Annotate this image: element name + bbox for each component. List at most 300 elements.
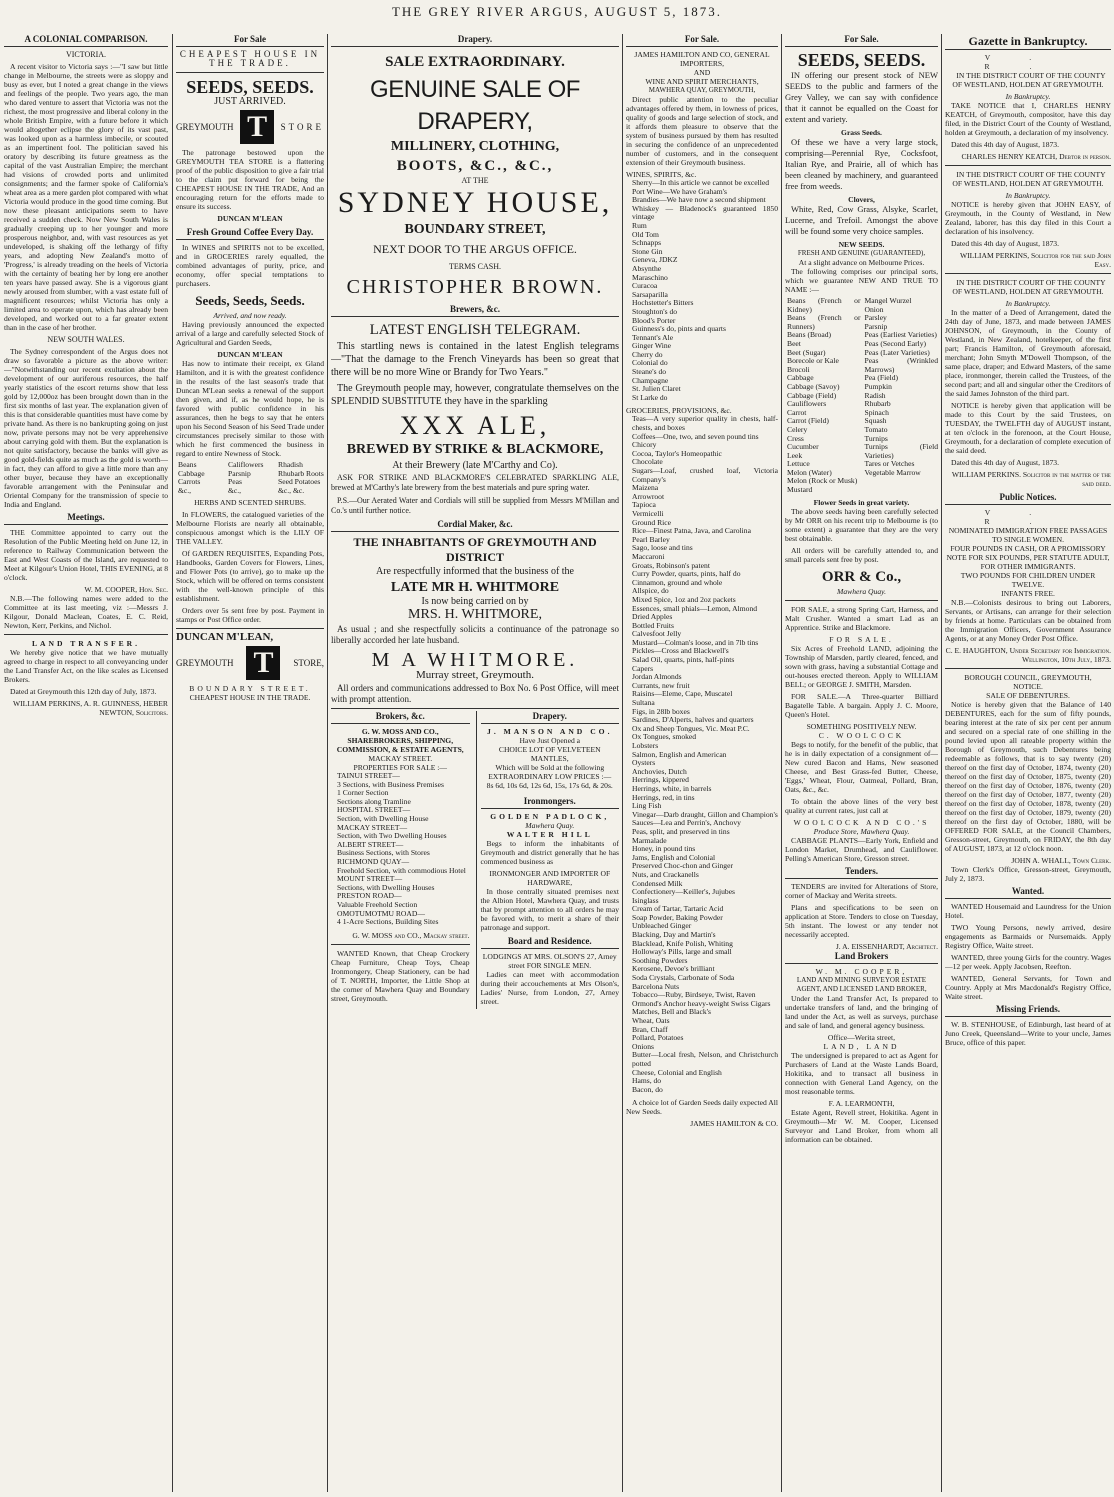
cordial-heading: Cordial Maker, &c. — [331, 519, 619, 532]
johnston-signature: WILLIAM PERKINS. Solicitor in the matter of the said deed. — [951, 470, 1111, 488]
list-item: Raisins—Eleme, Cape, Muscatel — [632, 689, 733, 699]
list-item: Essences, small phials—Lemon, Almond — [632, 603, 758, 613]
terms-cash: TERMS CASH. — [448, 262, 501, 271]
list-item: Tennant's Ale — [632, 332, 674, 342]
list-item: Sultana — [632, 698, 655, 708]
list-item: Carrot — [787, 407, 807, 417]
list-item: Cocoa, Taylor's Homeopathic — [632, 448, 722, 458]
list-item: Pumpkin — [864, 381, 892, 391]
list-item: Blacklead, Knife Polish, Whiting — [632, 938, 733, 948]
usual-text: As usual ; and she respectfully solicits a continuance of the patronage so liberally accorded her late husband. — [331, 624, 619, 645]
list-item: Figs, in 28lb boxes — [632, 706, 690, 716]
list-item: Chicory — [632, 440, 657, 450]
christopher-brown: CHRISTOPHER BROWN. — [346, 276, 604, 298]
slight-advance: At a slight advance on Melbourne Prices. — [798, 258, 925, 267]
list-item: Soothing Powders — [632, 955, 688, 965]
johnston-date: Dated this 4th day of August, 1873. — [951, 458, 1059, 467]
list-item: ALBERT STREET— — [337, 839, 404, 849]
flower-heading: Flower Seeds in great variety. — [813, 497, 910, 507]
clover-heading: Clovers, — [848, 195, 875, 204]
wanted-heading: Wanted. — [945, 886, 1111, 899]
list-item: Steane's do — [632, 367, 667, 377]
court-heading: IN THE DISTRICT COURT OF THE COUNTY OF WESTLAND, HOLDEN AT GREYMOUTH. — [952, 278, 1106, 296]
haughton-signature: C. E. HAUGHTON, Under Secretary for Immigration. Wellington, 10th July, 1873. — [945, 646, 1111, 664]
t-left: GREYMOUTH — [176, 121, 234, 132]
list-item: Cucumber — [787, 442, 819, 452]
column-rule — [941, 34, 942, 1492]
easy-notice: NOTICE is hereby given that JOHN EASY, of Greymouth, in the County of Westland, in New Zealand, laborer, has this day filed in this Court a declaration of his insolvency. — [945, 200, 1111, 236]
late-whitmore: LATE MR H. WHITMORE — [390, 580, 560, 595]
johnston-notice: NOTICE is hereby given that application will be made to this Court by the said Trustees, on TUESDAY, the TWELFTH day of AUGUST instant, at ten o'clock in the forenoon, at the Court House, Greymouth, for a declaration of complete execution of the said deed. — [945, 401, 1111, 455]
list-item: Cabbage (Savoy) — [787, 381, 840, 391]
list-item: Matches, Bell and Black's — [632, 1007, 711, 1017]
two-column-ads — [331, 708, 619, 1009]
list-item: Bottled Fruits — [632, 620, 674, 630]
list-item: Peas (Earliest Varieties) — [864, 330, 937, 340]
column-head: For Sale. — [626, 34, 778, 47]
list-item: Herrings, white, in barrels — [632, 783, 712, 793]
list-item: MOUNT STREET— — [337, 874, 403, 884]
woolcock-co: WOOLCOCK AND CO.'S — [793, 817, 930, 827]
keatch-signature: CHARLES HENRY KEATCH, Debtor in person. — [961, 152, 1111, 161]
meetings-signature: W. M. COOPER, Hon. Sec. — [84, 585, 168, 594]
tenders-heading: Tenders. — [785, 866, 938, 879]
list-item: Valuable Freehold Section — [337, 899, 418, 909]
moss-title: G. W. MOSS AND CO., SHAREBROKERS, SHIPPING, COMMISSION, & ESTATE AGENTS, — [336, 727, 464, 754]
clover-text: White, Red, Cow Grass, Alsyke, Scarlet, Lucerne, and Trefoil. Amongst the above will be found some very choice samples. — [785, 204, 938, 236]
in-bankruptcy: In Bankruptcy. — [1005, 92, 1051, 101]
list-item: &c., — [228, 485, 242, 495]
list-item: Vinegar—Darb draught, Gillon and Champion's — [632, 809, 778, 819]
moss-street: MACKAY STREET. — [368, 754, 433, 763]
t-left: GREYMOUTH — [176, 657, 234, 668]
list-item: Pollard, Potatoes — [632, 1033, 684, 1043]
column-1 — [4, 34, 168, 1492]
seeds2-heading: Seeds, Seeds, Seeds. — [195, 293, 305, 308]
boundary-street: BOUNDARY STREET, — [404, 222, 546, 237]
list-item: Sugars—Loaf, crushed loaf, Victoria Company's — [632, 466, 778, 484]
informed: Are respectfully informed that the business of the — [376, 566, 574, 577]
brewery: At their Brewery (late M'Carthy and Co). — [392, 460, 558, 471]
tea-store-logo — [176, 110, 324, 144]
masthead-text: THE GREY RIVER ARGUS, AUGUST 5, 1873. — [391, 4, 723, 19]
land-transfer-text: We hereby give notice that we have mutually agreed to charge in respect to all conveyancing under the Land Transfer Act, on the like scales as Licensed Brokers. — [4, 648, 168, 684]
t-right: STORE — [280, 121, 324, 132]
hamilton-intro: Direct public attention to the peculiar advantages offered by them, in lowness of prices, quality of goods and large selection of stock, and it affords them pleasure to observe that the system of business pursued by them has resulted in securing the confidence of an unprecedented number of customers, and in the consequent extension of their Greymouth business. — [626, 95, 778, 167]
list-item: Old Tom — [632, 229, 659, 239]
brokers-heading: Brokers, &c. — [331, 711, 470, 724]
tenders-text: TENDERS are invited for Alterations of Store, corner of Mackay and Werita streets. — [785, 881, 938, 900]
list-item: Sago, loose and tins — [632, 543, 693, 553]
infants-free: INFANTS FREE. — [1001, 589, 1055, 598]
list-item: 1 Corner Section — [337, 788, 389, 798]
list-item: Peas (Wrinkled Marrows) — [864, 356, 938, 374]
manson-sub: Have Just Opened a — [519, 736, 581, 745]
mawhera-quay: MAWHERA QUAY, GREYMOUTH, — [648, 86, 756, 94]
murray-street: Murray street, Greymouth. — [416, 669, 534, 681]
moss-list — [337, 772, 470, 927]
list-item: Isinglass — [632, 895, 659, 905]
list-item: Nuts, and Crackanells — [632, 869, 699, 879]
land-transfer-date: Dated at Greymouth this 12th day of July, 1873. — [10, 687, 157, 696]
list-item: Cream of Tartar, Tartaric Acid — [632, 904, 724, 914]
immigration-nb: N.B.—Colonists desirous to bring out Laborers, Servants, or Artisans, can arrange for their selection by friends at home. Particulars can be obtained from the Immigration Officers, Government Assurance Agents, or at any Money Order Post Office. — [945, 598, 1111, 643]
sale-extraordinary: SALE EXTRAORDINARY. — [385, 54, 565, 70]
list-item: Bran, Chaff — [632, 1024, 668, 1034]
list-item: Herrings, red, in tins — [632, 792, 695, 802]
list-item: Curry Powder, quarts, pints, half do — [632, 569, 741, 579]
xxx-ale: XXX ALE, — [399, 411, 551, 440]
bottom-cheapest: CHEAPEST HOUSE IN THE TRADE. — [189, 693, 311, 703]
list-item: Rice—Finest Patna, Java, and Carolina — [632, 526, 751, 536]
seeds-title: SEEDS, SEEDS. — [186, 77, 314, 97]
brewed-by: BREWED BY STRIKE & BLACKMORE, — [346, 442, 604, 457]
list-item: Peas, split, and preserved in tins — [632, 826, 730, 836]
column-rule — [622, 34, 623, 1492]
column-rule — [781, 34, 782, 1492]
list-item: Mustard—Colman's loose, and in 7lb tins — [632, 637, 759, 647]
comprises: The following comprises our principal sorts, which we guarantee NEW AND TRUE TO NAME :— — [785, 267, 938, 294]
greymouth-text: The Greymouth people may, however, congratulate themselves on the SPLENDID SUBSTITUTE they have in the sparkling — [331, 383, 619, 407]
list-item: Honey, in pound tins — [632, 844, 696, 854]
column-4 — [626, 34, 778, 1492]
list-item: Freehold Section, with commodious Hotel — [337, 865, 466, 875]
list-item: Absynthe — [632, 263, 662, 273]
list-item: RICHMOND QUAY— — [337, 856, 410, 866]
court-heading: IN THE DISTRICT COURT OF THE COUNTY OF WESTLAND, HOLDEN AT GREYMOUTH. — [952, 71, 1106, 89]
list-item: Preserved Choc-chon and Ginger — [632, 861, 734, 871]
list-item: Salad Oil, quarts, pints, half-pints — [632, 655, 735, 665]
seeds2-sub: Arrived, and now ready. — [213, 311, 287, 320]
seed-list-right — [865, 297, 939, 495]
land-brokers-heading: Land Brokers — [785, 951, 938, 964]
column-6 — [945, 34, 1111, 1492]
list-item: Beet (Sugar) — [787, 347, 826, 357]
list-item: Coffees—One, two, and seven pound tins — [632, 431, 759, 441]
cooper-text: Under the Land Transfer Act, Is prepared to undertake transfers of land, and the bringing of land under the Act, as well as surveys, purchase and sale of land, and general agency business. — [785, 993, 938, 1030]
forsale-billiard: FOR SALE.—A Three-quarter Billiard Bagatelle Table. A bargain. Apply J. C. Moore, Queen's Hotel. — [785, 691, 938, 719]
groceries-list — [632, 415, 778, 1094]
list-item: Oysters — [632, 758, 656, 768]
list-item: Ox and Sheep Tongues, Vic. Meat P.C. — [632, 723, 750, 733]
immigration: NOMINATED IMMIGRATION FREE PASSAGES TO SINGLE WOMEN. — [948, 526, 1108, 544]
list-item: Ling Fish — [632, 801, 662, 811]
bottom-t-row — [176, 646, 324, 680]
easy-signature: WILLIAM PERKINS, Solicitor for the said John Easy. — [959, 251, 1111, 269]
walter-text: Begs to inform the inhabitants of Greymouth and district generally that he has commenced business as — [480, 839, 619, 866]
list-item: Brandies—We have now a second shipment — [632, 195, 766, 205]
list-item: 4 1-Acre Sections, Building Sites — [337, 917, 439, 927]
learmonth: F. A. LEARMONTH, — [828, 1098, 895, 1108]
at-the: AT THE — [461, 176, 489, 185]
olson-ad: LODGINGS AT MRS. OLSON'S 27, Arney street FOR SINGLE MEN. — [482, 952, 617, 970]
list-item: Lettuce — [787, 459, 810, 469]
list-item: Radish — [864, 390, 886, 400]
list-item: Melon (Rock or Musk) — [787, 476, 858, 486]
list-item: Herrings, kippered — [632, 775, 689, 785]
list-item: Soda Crystals, Carbonate of Soda — [632, 973, 735, 983]
meetings-heading: Meetings. — [4, 512, 168, 525]
johnston-deed: In the matter of a Deed of Arrangement, dated the 24th day of June, 1873, and made between JAMES JOHNSON, of Greymouth, in the County of Westland, in New Zealand, hotelkeeper, of the first part; Francis Hamilton, of Greymouth aforesaid, merchant; John Smyth M'Dowell Thompson, of the same place, draper; and Edward Masters, of the same place, ironmonger, therein called the Trustees, of the second part; and all and singular other the Creditors of the said James Johnston of the third part. — [945, 308, 1111, 398]
list-item: Calvesfoot Jelly — [632, 629, 682, 639]
seed-list — [787, 297, 938, 495]
list-item: Curacoa — [632, 281, 658, 291]
list-item: Ormond's Anchor heavy-weight Swiss Cigars — [632, 998, 771, 1008]
forsale-land: Six Acres of Freehold LAND, adjoining the Township of Marsden, partly cleared, fenced, and sown with grass, having a substantial Cottage and out-houses erected thereon. Apply to WILLIAM BELL; or GEORGE J. SMITH, Marsden. — [785, 643, 938, 689]
cooper-office: Office—Werita street, — [827, 1032, 896, 1042]
wine-merchants: WINE AND SPIRIT MERCHANTS, — [645, 77, 759, 86]
list-item: Parsnip — [864, 321, 888, 331]
walter-ironmonger: IRONMONGER AND IMPORTER OF HARDWARE, — [489, 869, 611, 887]
section-heading: VICTORIA. — [65, 50, 107, 59]
ask-text: ASK FOR STRIKE AND BLACKMORE'S CELEBRATED SPARKLING ALE, brewed at M'Carthy's late brewery from the best materials and pure spring water. — [331, 473, 619, 492]
just-arrived: JUST ARRIVED. — [214, 96, 286, 107]
moss-signature: G. W. MOSS and CO., Mackay street. — [352, 930, 470, 940]
list-item: Hochstetter's Bitters — [632, 298, 694, 308]
list-item: Soap Powder, Baking Powder — [632, 912, 723, 922]
list-item: St. Julien Claret — [632, 384, 681, 394]
ironmongers-heading: Ironmongers. — [481, 796, 620, 809]
list-item: Peas (Second Early) — [864, 338, 927, 348]
list-item: Whiskey — Bladenock's guaranteed 1850 vintage — [632, 203, 778, 222]
list-item: Vegetable Marrow — [864, 467, 921, 477]
list-item: Rhadish — [278, 460, 303, 469]
list-item: Sections, with Dwelling Houses — [337, 882, 435, 892]
seeds2-more: Has now to intimate their receipt, ex Gland Hamilton, and it is with the greatest confidence in the results of the last season's trade that Duncan M'Lean seeks a renewal of the support then given, and if, as he would hope, he is favored with public confidence in his assurances, then he begs to say that he enters upon his Second Season of his Seed Trade under circumstances precisely similar to those with which he first commenced the business in regard to entire Newness of Stock. — [176, 359, 324, 458]
list-item: Parsnip — [228, 468, 251, 478]
easy-date: Dated this 4th day of August, 1873. — [951, 239, 1059, 248]
t-letter: T — [246, 646, 280, 680]
forsale-cart: FOR SALE, a strong Spring Cart, Harness, and Malt Crusher. Wanted a smart Lad as an Apprentice. Strike and Blackmore. — [785, 604, 938, 632]
list-item: Geneva, JDKZ — [632, 255, 678, 265]
list-item: Jordan Almonds — [632, 672, 682, 682]
list-item: Onion — [864, 304, 884, 314]
garden-seeds-note: A choice lot of Garden Seeds daily expected All New Seeds. — [626, 1098, 778, 1117]
list-item: Hams, do — [632, 1076, 662, 1086]
orders-text: All orders and communications addressed to Box No. 6 Post Office, will meet with prompt attention. — [331, 683, 619, 704]
list-item: Confectionery—Keiller's, Jujubes — [632, 887, 736, 897]
list-item: Tobacco—Ruby, Birdseye, Twist, Raven — [632, 990, 756, 1000]
genuine-sale: GENUINE SALE OF DRAPERY, — [370, 76, 580, 135]
list-item: Spinach — [864, 407, 889, 417]
produce-store: Produce Store, Mawhera Quay. — [813, 826, 910, 836]
keatch-date: Dated this 4th day of August, 1873. — [951, 140, 1059, 149]
list-item: Maccaroni — [632, 551, 665, 561]
notice-heading: NOTICE. — [1013, 682, 1043, 691]
list-item: Anchovies, Dutch — [632, 766, 687, 776]
article-title: A COLONIAL COMPARISON. — [4, 34, 168, 47]
list-item: Parsley — [864, 313, 887, 323]
list-item: &c., — [178, 485, 192, 495]
in-bankruptcy: In Bankruptcy. — [1005, 299, 1051, 308]
inhabitants: THE INHABITANTS OF GREYMOUTH AND DISTRICT — [353, 535, 597, 564]
list-item: Pea (Field) — [864, 373, 899, 383]
wanted-young-persons: TWO Young Persons, newly arrived, desire engagements as Barmaids or Nursemaids. Apply Registry Office, Waite street. — [945, 923, 1111, 950]
list-item: Blood's Porter — [632, 315, 676, 325]
requisites-text: Of GARDEN REQUISITES, Expanding Pots, Handbooks, Garden Covers for Flowers, Lines, and Flower Pots (to arrive), go to make up the Stock, which will be offered on terms consistent with the well-known principle of this establishment. — [176, 549, 324, 604]
list-item: Section, with Dwelling House — [337, 813, 429, 823]
column-head: For Sale. — [785, 34, 938, 47]
list-item: Teas—A very superior quality in chests, half-chests, and boxes — [632, 414, 778, 433]
ps-text: P.S.—Our Aerated Water and Cordials will still be supplied from Messrs M'Millan and Co.'s until further notice. — [331, 496, 619, 515]
new-seeds-heading: NEW SEEDS. — [838, 240, 885, 249]
list-item: St Larke do — [632, 392, 668, 402]
list-item: Beans (French or Kidney) — [787, 296, 861, 314]
list-item: Borecole or Kale — [787, 356, 839, 366]
wanted-known: WANTED Known, that Cheap Crockery Cheap Furniture, Cheap Toys, Cheap Ironmongery, Cheap Stationery, can be had of T. NORTH, Importer, the Little Shop at the corner of Mawhera Quay and Boundary street, Greymouth. — [331, 948, 470, 1003]
list-item: Cherry do — [632, 349, 663, 359]
list-item: Ginger Wine — [632, 341, 671, 351]
list-item: &c., &c. — [278, 485, 305, 495]
article-text: The Sydney correspondent of the Argus does not draw so favorable a picture as the above writer:—"Notwithstanding our recent exultation about the development of our auriferous resources, the half yearly statistics of the escort returns show that less gold by 12,000oz has been brought down than in the first six months of last year. The explanation given of this is that considerable quantities must have come by private hand. As there is no bankrupting going on just now, private persons may not be very apprehensive about carrying gold with them. But the explanation is not quite satisfactory, because the banks will give as good gold-fields quite as much as the gold is worth—in fact, they can afford to give a little more than any other buyer, because they have an exceptionally favorable arrangement with the Peninsular and Oriental Company for the transmission of specie to India and England. — [4, 347, 168, 509]
list-item: Squash — [864, 416, 887, 426]
list-item: Sardines, D'Alperts, halves and quarters — [632, 715, 754, 725]
cooper-title: LAND AND MINING SURVEYOR ESTATE AGENT, AND LICENSED LAND BROKER, — [796, 975, 927, 993]
manson-low: EXTRAORDINARY LOW PRICES :— — [488, 772, 612, 781]
list-item: Groats, Robinson's patent — [632, 560, 710, 570]
bottom-left: DUNCAN M'LEAN, — [176, 631, 274, 644]
list-item: Beans — [178, 460, 197, 469]
list-item: Celery — [787, 424, 808, 434]
manson-prices: 8s 6d, 10s 6d, 12s 6d, 15s, 17s 6d, & 20s. — [486, 781, 613, 790]
gazette-heading: Gazette in Bankruptcy. — [945, 34, 1111, 50]
bottom-street: BOUNDARY STREET. — [189, 684, 311, 694]
list-item: OMOTUMOTMU ROAD— — [337, 908, 425, 918]
list-item: Brocoli — [787, 364, 810, 374]
t-letter: T — [240, 110, 274, 144]
grass-text: Of these we have a very large stock, comprising—Perennial Rye, Cocksfoot, Italian Rye, and Prairie, all of which has been cleaned by machinery, and guaranteed free from weeds. — [785, 137, 938, 191]
list-item: Leek — [787, 450, 803, 460]
list-item: Cabbage — [178, 468, 205, 478]
list-item: Califlowers — [228, 460, 264, 469]
and: AND — [693, 68, 711, 77]
learmonth-text: Estate Agent, Revell street, Hokitika. Agent in Greymouth—Mr W. M. Cooper, Licensed Surveyor and Land Broker, from whom all information can be obtained. — [785, 1107, 938, 1144]
column-rule — [172, 34, 173, 1492]
list-item: Blacking, Day and Martin's — [632, 930, 716, 940]
list-item: Business Sections, with Stores — [337, 848, 430, 858]
list-item: Beet — [787, 338, 801, 348]
boots: BOOTS, &C., &C., — [396, 158, 554, 174]
latest-telegram: LATEST ENGLISH TELEGRAM. — [369, 322, 581, 338]
list-item: Mustard — [787, 485, 813, 495]
list-item: Pearl Barley — [632, 534, 670, 544]
missing-notice: W. B. STENHOUSE, of Edinburgh, last heard of at Juno Creek, Queensland—Write to your uncle, James Bruce, office of this paper. — [945, 1020, 1111, 1047]
list-item: Bacon, do — [632, 1084, 663, 1094]
mawhera-quay: Mawhera Quay. — [525, 821, 575, 830]
signature: DUNCAN M'LEAN — [217, 214, 283, 223]
column-3 — [331, 34, 619, 1492]
list-item: Lobsters — [632, 741, 659, 750]
list-item: HOSPITAL STREET— — [337, 805, 411, 815]
telegram-text: This startling news is contained in the latest English telegrams—"That the damage to the French Vineyards has been so great that there will be no more Wine or Brandy for Two Years." — [331, 341, 619, 378]
public-notices-heading: Public Notices. — [945, 492, 1111, 505]
list-item: Tares or Vetches — [864, 459, 915, 469]
list-item: Peas (Later Varieties) — [864, 347, 930, 357]
list-item: Holloway's Pills, large and small — [632, 947, 732, 957]
list-item: Rhubarb — [864, 399, 891, 409]
list-item: Allspice, do — [632, 586, 669, 596]
column-5 — [785, 34, 938, 1492]
list-item: Marmalade — [632, 835, 667, 845]
two-pounds: TWO POUNDS FOR CHILDREN UNDER TWELVE. — [960, 571, 1096, 589]
orders-text: All orders will be carefully attended to, and small parcels sent free by post. — [785, 545, 938, 564]
meetings-text: THE Committee appointed to carry out the Resolution of the Public Meeting held on June 12, in reference to Railway Communication between the East and West Coasts of the Island, are requested to Meet at Kilgour's Union Hotel, THIS EVENING, at 8 o'clock. — [4, 528, 168, 582]
column-head: Drapery. — [331, 34, 619, 47]
debentures-text: Notice is hereby given that the Balance of 140 DEBENTURES, each for the sum of fifty pounds, bearing interest at the rate of six per cent per annum and secured on a special rate of one shilling in the pound levied upon all rateable property within the Borough of Greymouth, such Debentures being redeemable as follows, that is to say twenty (20) thereof on the first day of October, 1874, twenty (20) thereof on the first day of October, 1875, twenty (20) thereof on the first day of October, 1876, twenty (20) thereof on the first day of October, 1877, twenty (20) thereof on the first day of October, 1878, twenty (20) thereof on the first day of October, 1879, twenty (20) thereof on the first day of October, 1880, will be OFFERED FOR SALE, at the Council Chambers, Gresson-street, Greymouth, on FRIDAY, the 8th day of AUGUST, 1873, at 12 o'clock noon. — [945, 700, 1111, 853]
wines-list — [632, 179, 778, 402]
seed-list-left — [787, 297, 861, 495]
herbs-heading: HERBS AND SCENTED SHRUBS. — [194, 498, 306, 508]
list-item: Sections along Tramline — [337, 796, 411, 806]
list-item: Maizena — [632, 483, 659, 493]
land-transfer-heading: LAND TRANSFER. — [31, 639, 141, 648]
orr-co: ORR & Co., — [821, 568, 902, 585]
keatch-notice: TAKE NOTICE that I, CHARLES HENRY KEATCH, of Greymouth, compositor, have this day filed, in the District Court of the County of Westland, holden at Greymouth, a declaration of my insolvency. — [945, 101, 1111, 137]
list-item: Wheat, Oats — [632, 1016, 670, 1025]
cheapest-house: CHEAPEST HOUSE IN THE TRADE. — [179, 49, 321, 68]
list-item: Peas — [228, 477, 242, 487]
list-item: Turnips (Field Varieties) — [864, 442, 938, 460]
carried-on: Is now being carried on by — [421, 596, 529, 607]
meetings-nb: N.B.—The following names were added to the Committee at its last meeting, viz :—Messrs J. Kilgour, Donald Maclean, Coates, E. C. Reid, Newton, Kerr, Perkins, and Nichol. — [4, 594, 168, 630]
woolcock-text: Begs to notify, for the benefit of the public, that he is in daily expectation of a consignment of—New cured Bacon and Hams, New seasoned Cheese, and Best Grass-fed Butter, Cheese, 'Eggs,' Wheat, Flour, Oatmeal, Pollard, Bran, Oats, &c., &c. — [785, 739, 938, 794]
tea-store-intro: The patronage bestowed upon the GREYMOUTH TEA STORE is a flattering proof of the public disposition to give a fair trial to the claim put forward for being the CHEAPEST HOUSE IN THE TRADE, And an encouraging return for the efforts made to ensure its success. — [176, 148, 324, 211]
list-item: Onions — [632, 1041, 654, 1051]
land-transfer-signature: WILLIAM PERKINS, A. R. GUINNESS, HEBER NEWTON, Solicitors. — [12, 699, 168, 717]
list-item: Champagne — [632, 375, 669, 385]
tenders-signature: J. A. EISSENHARDT, Architect. — [835, 941, 938, 951]
list-item: Mangel Wurzel — [864, 296, 912, 305]
coffee-heading: Fresh Ground Coffee Every Day. — [176, 227, 324, 240]
list-item: Cinnamon, ground and whole — [632, 577, 723, 587]
list-item: Seed Potatoes — [278, 477, 321, 487]
list-item: Jams, English and Colonial — [632, 852, 716, 862]
manson-sold: Which will be Sold at the following — [495, 763, 605, 772]
cooper: W. M. COOPER, — [815, 966, 908, 976]
list-item: Ground Rice — [632, 517, 672, 527]
m-a-whitmore: M A WHITMORE. — [371, 649, 579, 671]
vegetable-list — [178, 461, 324, 495]
list-item: Stone Gin — [632, 246, 663, 256]
drapery-ad — [476, 711, 620, 1009]
list-item: MACKAY STREET— — [337, 822, 408, 832]
drapery2-heading: Drapery. — [481, 711, 620, 724]
orders-text: Orders over 5s sent free by post. Payment in stamps or Post Office order. — [176, 606, 324, 625]
hamilton-title: JAMES HAMILTON AND CO, GENERAL IMPORTERS, — [634, 50, 770, 68]
list-item: Condensed Milk — [632, 878, 683, 888]
list-item: Beans (Broad) — [787, 330, 832, 340]
fresh-genuine: FRESH AND GENUINE (GUARANTEED), — [797, 249, 926, 257]
list-item: Port Wine—We have Graham's — [632, 186, 727, 196]
list-item: Beans (French or Runners) — [787, 313, 861, 331]
list-item: Rum — [632, 220, 647, 230]
woolcock: C. WOOLCOCK — [818, 730, 905, 740]
list-item: Rhubarb Roots — [278, 468, 324, 478]
manson-choice: CHOICE LOT OF VELVETEEN MANTLES, — [498, 745, 601, 763]
walter-more: In those centrally situated premises next the Albion Hotel, Mawhera Quay, and trusts that by prompt attention to all orders he may be favored with, to merit a share of their patronage and support. — [480, 887, 619, 932]
board-heading: Board and Residence. — [481, 936, 620, 949]
seeds2-text: Having previously announced the expected arrival of a large and carefully selected Stock of Agricultural and Garden Seeds, — [176, 320, 324, 347]
bottom-logo — [176, 633, 324, 642]
wanted-servants: WANTED, General Servants, for Town and Country. Apply at Mrs Macdonald's Registry Office, Waite street. — [945, 974, 1111, 1001]
hamilton-signature: JAMES HAMILTON & CO. — [690, 1119, 778, 1129]
list-item: Melon (Water) — [787, 467, 832, 477]
list-item: Guinness's do, pints and quarts — [632, 324, 726, 334]
list-item: Mixed Spice, 1oz and 2oz packets — [632, 594, 736, 604]
seeds-intro: IN offering our present stock of NEW SEEDS to the public and farmers of the Grey Valley, we can say with confidence that it cannot be equalled on the Coast for extent and variety. — [785, 70, 938, 124]
groceries-heading: GROCERIES, PROVISIONS, &c. — [626, 406, 732, 416]
list-item: Maraschino — [632, 272, 668, 282]
